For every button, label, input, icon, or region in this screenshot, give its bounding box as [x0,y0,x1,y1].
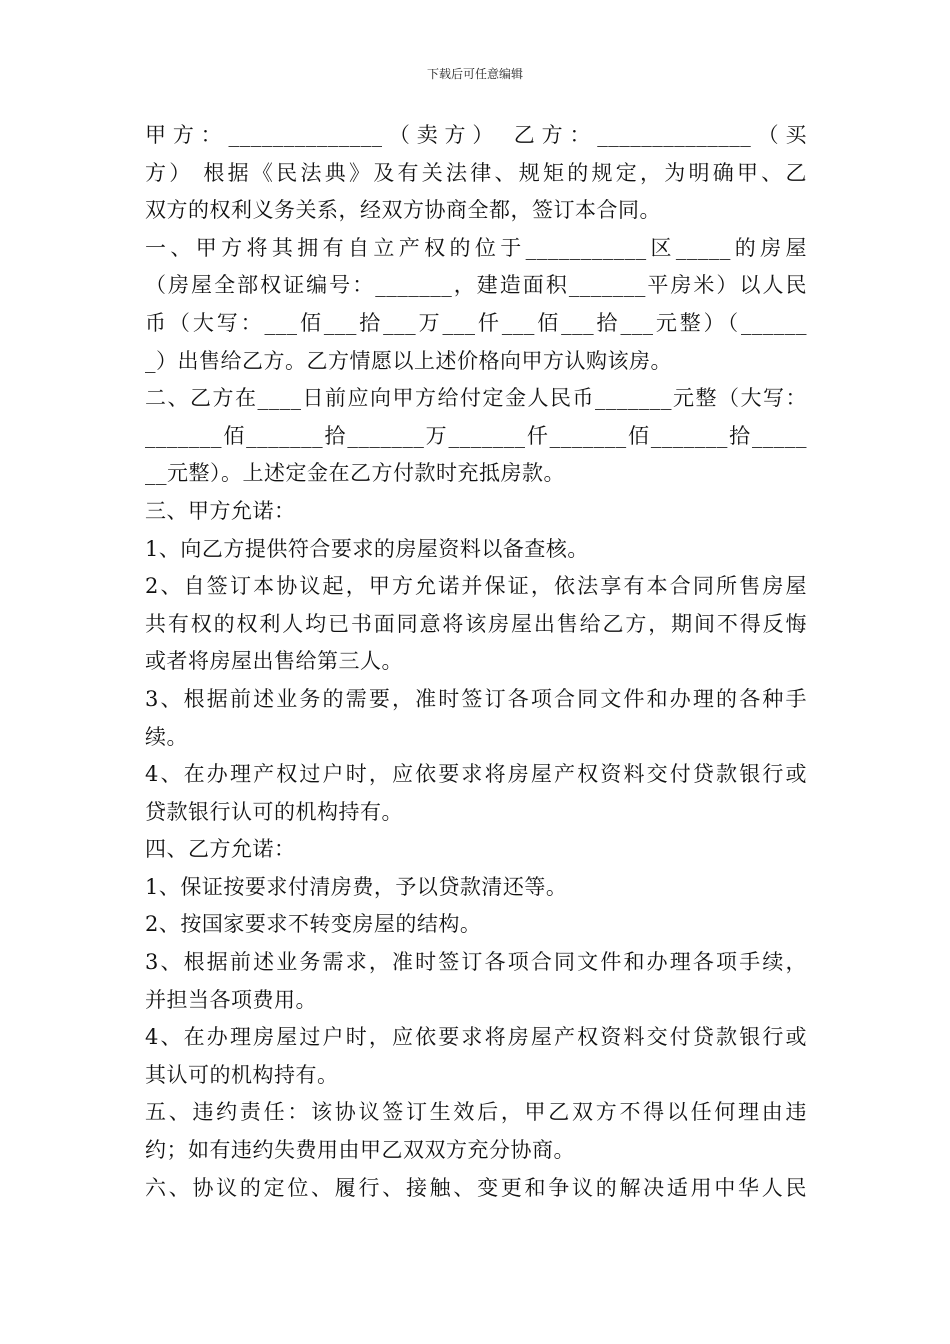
contract-line: 双方的权利义务关系，经双方协商全都，签订本合同。 [145,198,661,223]
page-header-note: 下载后可任意编辑 [426,67,523,81]
contract-line: _______佰_______拾_______万_______仟_______佰_______拾_____ [145,423,807,448]
contract-line: __元整）。上述定金在乙方付款时充抵房款。 [145,461,565,486]
contract-line: 三、甲方允诺： [145,498,296,523]
contract-line: 4、在办理产权过户时，应依要求将房屋产权资料交付贷款银行或 [145,762,807,787]
contract-line: _）出售给乙方。乙方情愿以上述价格向甲方认购该房。 [145,348,672,373]
contract-line: 五、违约责任：该协议签订生效后，甲乙双方不得以任何理由违 [145,1100,807,1125]
contract-line: 二、乙方在____日前应向甲方给付定金人民币_______元整（大写： [145,386,807,411]
contract-line: 或者将房屋出售给第三人。 [145,649,403,674]
contract-line: 甲方：______________（卖方） 乙方：______________（买 [145,123,807,147]
contract-line: 共有权的权利人均已书面同意将该房屋出售给乙方，期间不得反悔 [145,611,807,636]
contract-line: 4、在办理房屋过户时，应依要求将房屋产权资料交付贷款银行或 [145,1025,807,1050]
contract-line: 贷款银行认可的机构持有。 [145,799,403,824]
contract-line: 3、根据前述业务需求，准时签订各项合同文件和办理各项手续， [145,950,807,975]
contract-line: 币（大写：___佰___拾___万___仟___佰___拾___元整）（______ [145,310,807,335]
contract-line: 1、向乙方提供符合要求的房屋资料以备查核。 [145,536,589,561]
contract-line: 2、自签订本协议起，甲方允诺并保证，依法享有本合同所售房屋 [145,574,807,599]
contract-line: 六、协议的定位、履行、接触、变更和争议的解决适用中华人民 [145,1175,807,1200]
contract-body [145,117,807,1207]
contract-line: 约；如有违约失费用由甲乙双双方充分协商。 [145,1138,575,1163]
contract-line: （房屋全部权证编号：_______，建造面积_______平房米）以人民 [145,273,807,298]
contract-line: 并担当各项费用。 [145,987,317,1012]
contract-line: 其认可的机构持有。 [145,1062,339,1087]
contract-line: 四、乙方允诺： [145,837,296,862]
contract-line: 3、根据前述业务的需要，准时签订各项合同文件和办理的各种手 [145,686,807,711]
contract-line: 2、按国家要求不转变房屋的结构。 [145,912,482,937]
contract-line: 续。 [145,724,188,749]
contract-line: 方） 根据《民法典》及有关法律、规矩的规定，为明确甲、乙 [145,160,807,185]
contract-line: 1、保证按要求付清房费，予以贷款清还等。 [145,874,568,899]
contract-line: 一、甲方将其拥有自立产权的位于___________区_____的房屋 [145,235,807,260]
